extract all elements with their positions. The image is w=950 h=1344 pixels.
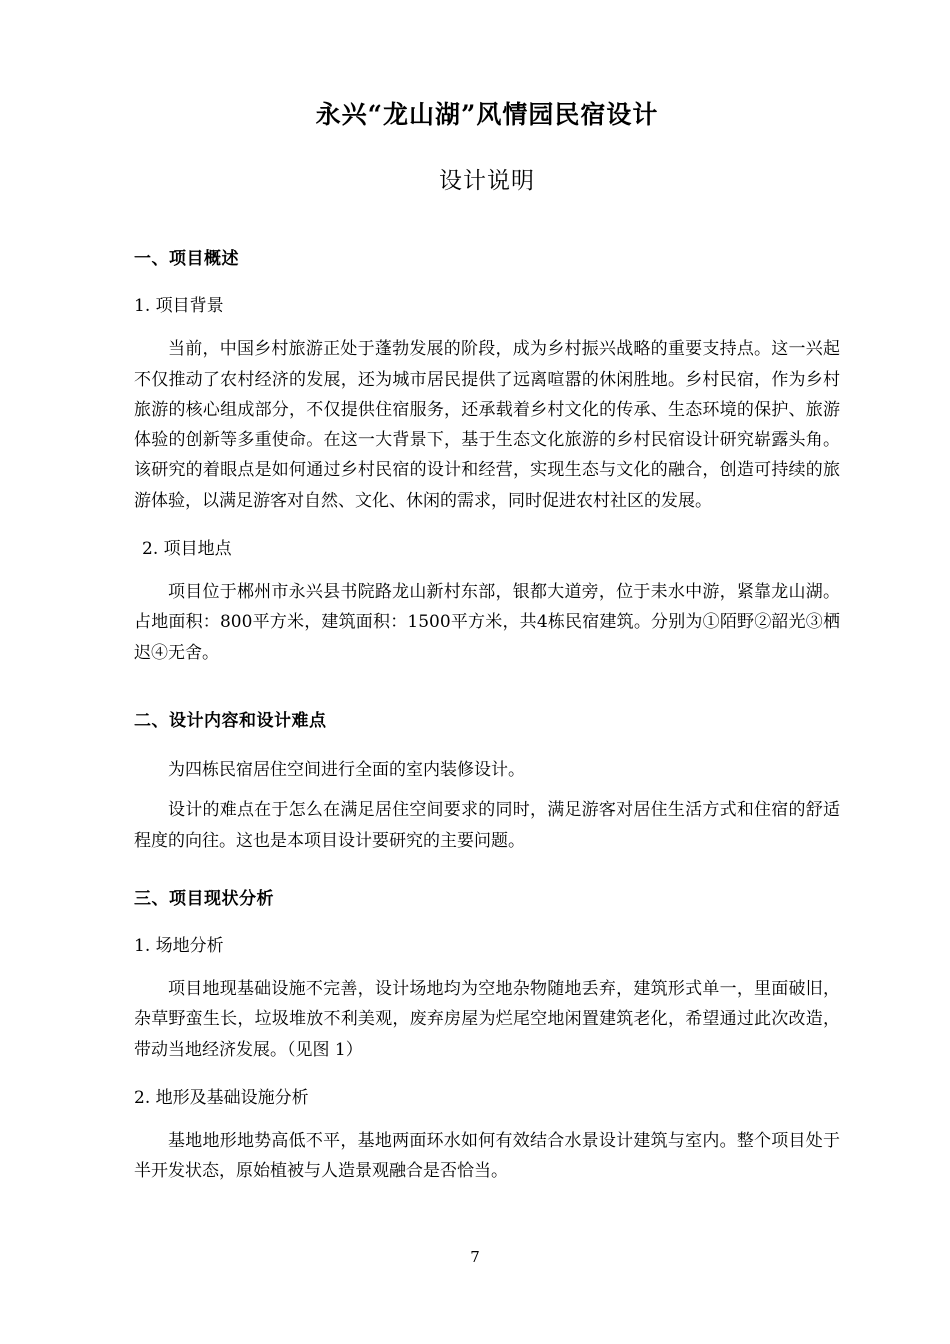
document-body — [134, 96, 840, 1197]
subsection-label-1-1: 1. 项目背景 — [134, 296, 224, 317]
spacer — [134, 526, 840, 536]
page-title: 永兴“龙山湖”风情园民宿设计 — [315, 100, 659, 129]
paragraph-1-2: 项目位于郴州市永兴县书院路龙山新村东部，银都大道旁，位于耒水中游，紧靠龙山湖。占地面积：800平方米，建筑面积：1500平方米，共4栋民宿建筑。分别为①陌野②韶光③栖迟④无舍。 — [134, 582, 840, 663]
page-number: 7 — [470, 1248, 480, 1266]
section-heading-2: 二、设计内容和设计难点 — [134, 710, 327, 731]
paragraph-1-1: 当前，中国乡村旅游正处于蓬勃发展的阶段，成为乡村振兴战略的重要支持点。这一兴起不仅推动了农村经济的发展，还为城市居民提供了远离喧嚣的休闲胜地。乡村民宿，作为乡村旅游的核心组成部分，不仅提供住宿服务，还承载着乡村文化的传承、生态环境的保护、旅游体验的创新等多重使命。在这一大背景下，基于生态文化旅游的乡村民宿设计研究崭露头角。该研究的着眼点是如何通过乡村民宿的设计和经营，实现生态与文化的融合，创造可持续的旅游体验，以满足游客对自然、文化、休闲的需求，同时促进农村社区的发展。 — [134, 339, 840, 511]
page-subtitle: 设计说明 — [439, 167, 535, 194]
section-heading-3: 三、项目现状分析 — [134, 888, 274, 909]
spacer — [134, 678, 840, 708]
paragraph-2-1: 为四栋民宿居住空间进行全面的室内装修设计。 — [168, 760, 525, 780]
spacer — [134, 866, 840, 886]
subsection-label-3-1: 1. 场地分析 — [134, 935, 224, 956]
spacer — [134, 1075, 840, 1085]
subsection-label-1-2: 2. 项目地点 — [142, 538, 232, 559]
paragraph-3-1: 项目地现基础设施不完善，设计场地均为空地杂物随地丢弃，建筑形式单一，里面破旧，杂草野蛮生长，垃圾堆放不利美观，废弃房屋为烂尾空地闲置建筑老化，希望通过此次改造，带动当地经济发展。（见图 1） — [134, 979, 840, 1060]
section-heading-1: 一、项目概述 — [134, 249, 239, 269]
subsection-label-3-2: 2. 地形及基础设施分析 — [134, 1087, 309, 1108]
paragraph-3-2: 基地地形地势高低不平，基地两面环水如何有效结合水景设计建筑与室内。整个项目处于半开发状态，原始植被与人造景观融合是否恰当。 — [134, 1131, 840, 1182]
paragraph-2-2: 设计的难点在于怎么在满足居住空间要求的同时，满足游客对居住生活方式和住宿的舒适程度的向往。这也是本项目设计要研究的主要问题。 — [134, 800, 840, 851]
